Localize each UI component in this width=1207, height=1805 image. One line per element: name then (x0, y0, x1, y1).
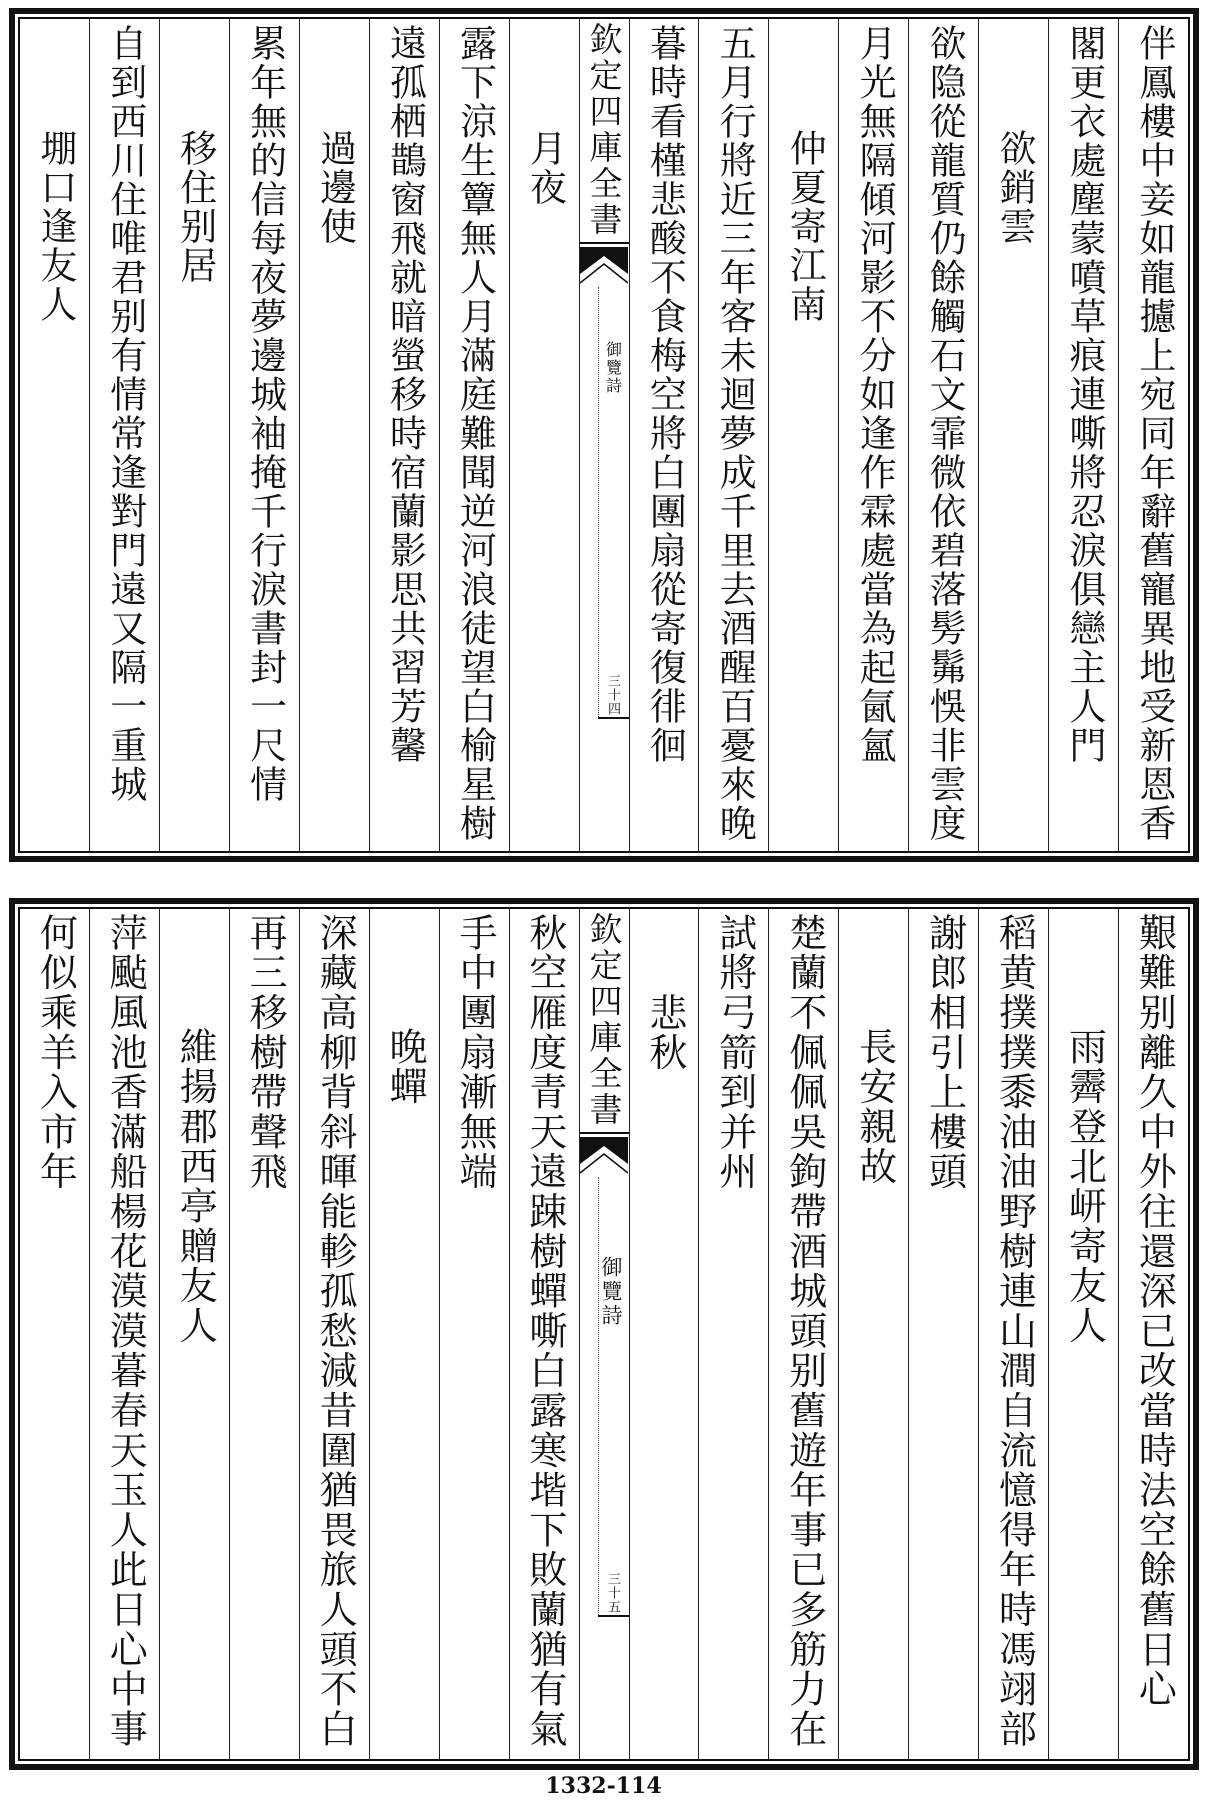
poem-line: 自到西川住唯君别有情常逢對門遠又隔一重城 (103, 24, 147, 804)
title-column (159, 909, 229, 1759)
page-number: 三十四 (605, 674, 620, 716)
poem-line: 伴鳳樓中妾如龍攄上宛同年辭舊寵異地受新恩香 (1132, 24, 1176, 843)
poem-title: 晚蟬 (383, 1027, 428, 1107)
book-title: 御覽詩 (603, 341, 623, 395)
title-column (509, 19, 579, 851)
text-column (698, 19, 768, 851)
poem-line: 楚蘭不佩佩吳鉤帶酒城頭别舊遊年事已多筋力在 (782, 913, 827, 1749)
page-frame (18, 17, 1190, 853)
poem-line: 欲隐從龍質仍餘觸石文霏微依碧落髣髴悞非雲度 (923, 24, 967, 843)
upper-half-page (9, 8, 1199, 862)
poem-line: 手中團扇漸無端 (452, 913, 497, 1192)
page-frame (18, 907, 1190, 1761)
poem-line: 累年無的信每夜夢邊城袖掩千行淚書封一尺情 (243, 24, 287, 804)
poem-line: 露下涼生簟無人月滿庭難聞逆河浪徒望白榆星樹 (453, 24, 497, 843)
poem-title: 月夜 (523, 129, 567, 207)
title-column (159, 19, 229, 851)
fishtail-mark-icon (580, 247, 628, 287)
text-column (229, 19, 299, 851)
fishtail-mark-icon (580, 1137, 628, 1177)
poem-title: 悲秋 (642, 993, 687, 1073)
poem-line: 何似乘羊入市年 (33, 913, 78, 1192)
poem-line: 稻黄撲撲黍油油野樹連山澗自流憶得年時馮翊部 (992, 913, 1037, 1749)
poem-line: 秋空雁度青天遠踈樹蟬嘶白露寒堦下敗蘭猶有氣 (522, 913, 567, 1749)
lower-half-page (9, 898, 1199, 1770)
text-column (299, 909, 369, 1759)
title-column (20, 19, 89, 851)
poem-title: 移住别居 (173, 129, 217, 285)
text-column (1048, 19, 1118, 851)
rule-line (598, 287, 599, 717)
page-number: 三十五 (605, 1572, 620, 1614)
rule-line (580, 1132, 629, 1134)
text-column (978, 909, 1048, 1759)
text-column (20, 909, 89, 1759)
poem-title: 仲夏寄江南 (783, 129, 827, 324)
poem-title: 雨霽登北岍寄友人 (1062, 1027, 1107, 1346)
title-column (629, 909, 699, 1759)
rule-line (580, 242, 629, 244)
poem-title: 維揚郡西亭贈友人 (173, 1027, 218, 1346)
poem-line: 遠孤栖鵲窗飛就暗螢移時宿蘭影思共習芳馨 (383, 24, 427, 765)
poem-line: 暮時看槿悲酸不食梅空將白團扇從寄復徘徊 (643, 24, 687, 765)
text-column (509, 909, 579, 1759)
title-column (369, 909, 439, 1759)
text-column (439, 19, 509, 851)
text-column (1118, 909, 1188, 1759)
text-column (768, 909, 838, 1759)
poem-line: 五月行將近三年客未迴夢成千里去酒醒百憂來晚 (713, 24, 757, 843)
text-column (838, 19, 908, 851)
poem-title: 過邊使 (313, 129, 357, 246)
title-column (768, 19, 838, 851)
poem-line: 再三移樹帶聲飛 (243, 913, 288, 1192)
poem-line: 深藏高柳背斜暉能軫孤愁減昔圍猶畏旅人頭不白 (313, 913, 358, 1749)
text-column (439, 909, 509, 1759)
text-column (89, 909, 159, 1759)
rule-line (598, 1615, 629, 1617)
poem-line: 萍颭風池香滿船楊花漠漠暮春天玉人此日心中事 (103, 913, 148, 1749)
text-column (369, 19, 439, 851)
title-column (838, 909, 908, 1759)
text-column (698, 909, 768, 1759)
text-column (629, 19, 699, 851)
text-column (1118, 19, 1188, 851)
center-fold-column (579, 909, 629, 1759)
text-column (229, 909, 299, 1759)
book-title: 御覽詩 (599, 1256, 623, 1328)
collection-header: 欽定四庫全書 (584, 912, 624, 1128)
poem-line: 謝郎相引上樓頭 (922, 913, 967, 1192)
center-fold-column (579, 19, 629, 851)
poem-line: 試將弓箭到并州 (712, 913, 757, 1192)
rule-line (598, 717, 629, 719)
title-column (1048, 909, 1118, 1759)
title-column (978, 19, 1048, 851)
poem-title: 堋口逢友人 (33, 129, 77, 324)
poem-line: 月光無隔傾河影不分如逢作霖處當為起氤氳 (853, 24, 897, 765)
volume-page-reference: 1332-114 (545, 1773, 662, 1799)
fishtail-block (580, 247, 628, 274)
fishtail-block (580, 1137, 628, 1164)
poem-title: 長安親故 (852, 1027, 897, 1187)
text-column (908, 909, 978, 1759)
poem-title: 欲銷雲 (993, 129, 1036, 246)
text-column (89, 19, 159, 851)
poem-line: 閣更衣處塵蒙噴草痕連嘶將忍淚俱戀主人門 (1062, 24, 1106, 765)
poem-line: 艱難别離久中外往還深已改當時法空餘舊日心 (1132, 913, 1177, 1709)
title-column (299, 19, 369, 851)
rule-line (598, 1177, 599, 1615)
text-column (908, 19, 978, 851)
collection-header: 欽定四庫全書 (584, 22, 624, 238)
